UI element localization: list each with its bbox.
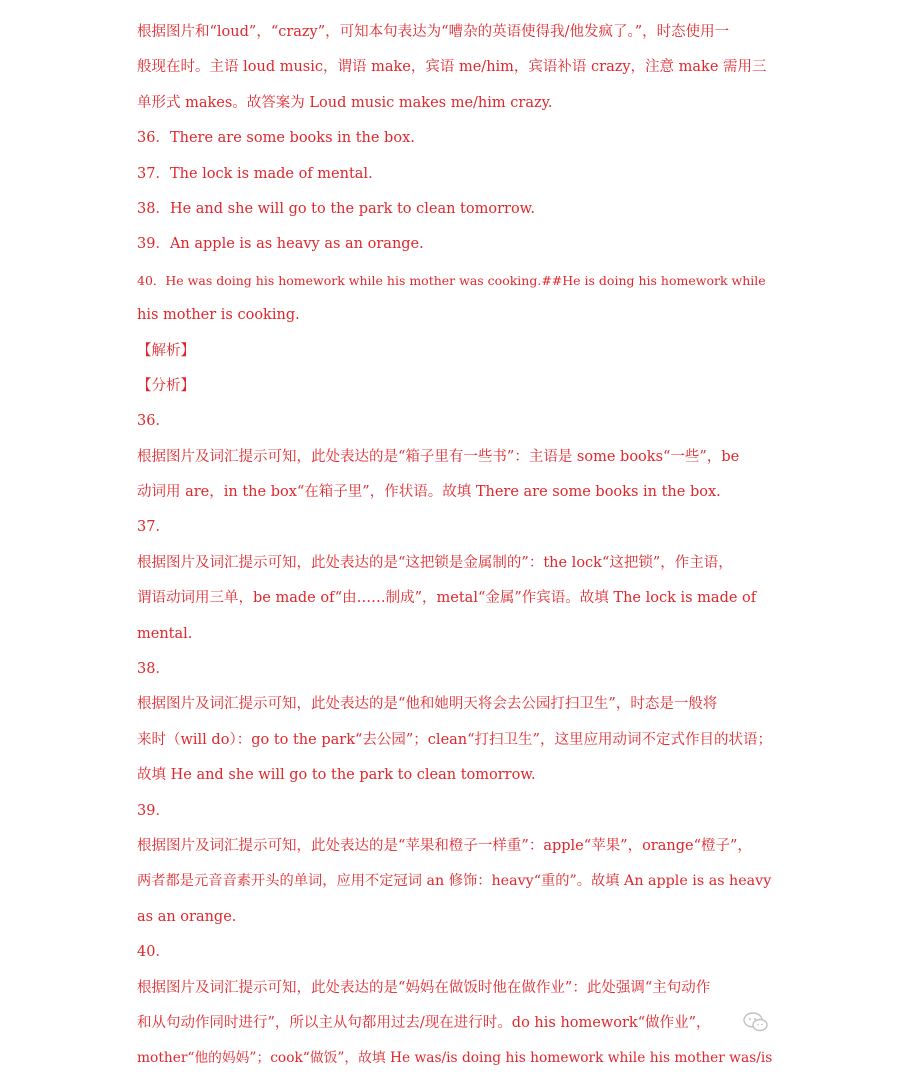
text-line: 根据图片及词汇提示可知，此处表达的是“箱子里有一些书”：主语是 some books“一些”，be [137, 448, 740, 465]
text-line: 36． [137, 413, 170, 430]
text-line: 38． [137, 661, 170, 678]
text-line: 和从句动作同时进行”，所以主从句都用过去/现在进行时。do his homework“做作业”， [137, 1014, 711, 1031]
text-line: 40．He was doing his homework while his mother was cooking.##He is doing his homework while [137, 272, 766, 288]
text-line: 36．There are some books in the box. [137, 130, 415, 147]
text-line: mental. [137, 625, 193, 642]
text-line: 37．The lock is made of mental. [137, 165, 373, 182]
text-line: 根据图片及词汇提示可知，此处表达的是“这把锁是金属制的”：the lock“这把锁”，作主语， [137, 554, 733, 571]
text-line: mother“他的妈妈”；cook“做饭”，故填 He was/is doing his homework while his mother was/is [137, 1050, 773, 1067]
text-line: 37． [137, 519, 170, 536]
text-line: 来时（will do）：go to the park“去公园”；clean“打扫卫生”，这里应用动词不定式作目的状语； [137, 731, 772, 748]
text-line: 39． [137, 802, 170, 819]
text-line: his mother is cooking. [137, 307, 300, 324]
text-line: 谓语动词用三单，be made of“由……制成”，metal“金属”作宾语。故填 The lock is made of [137, 590, 757, 607]
wechat-logo-icon [742, 1011, 770, 1033]
text-line: 动词用 are，in the box“在箱子里”，作状语。故填 There are some books in the box. [137, 484, 721, 501]
text-line: 单形式 makes。故答案为 Loud music makes me/him crazy. [137, 94, 553, 111]
text-line: 40． [137, 944, 170, 961]
text-line: 39．An apple is as heavy as an orange. [137, 236, 424, 253]
text-line: 故填 He and she will go to the park to clean tomorrow. [137, 767, 536, 784]
text-line: 两者都是元音音素开头的单词，应用不定冠词 an 修饰：heavy“重的”。故填 An apple is as heavy [137, 873, 772, 890]
text-line: 根据图片和“loud”，“crazy”，可知本句表达为“嘈杂的英语使得我/他发疯了。”，时态使用一 [137, 24, 730, 40]
text-line: 般现在时。主语 loud music，谓语 make，宾语 me/him，宾语补语 crazy，注意 make 需用三 [137, 59, 767, 76]
text-line: 38．He and she will go to the park to clean tomorrow. [137, 200, 535, 217]
text-line: 根据图片及词汇提示可知，此处表达的是“苹果和橙子一样重”：apple“苹果”，orange“橙子”， [137, 837, 752, 854]
text-line: 根据图片及词汇提示可知，此处表达的是“他和她明天将会去公园打扫卫生”，时态是一般将 [137, 696, 718, 713]
text-line: 根据图片及词汇提示可知，此处表达的是“妈妈在做饭时他在做作业”：此处强调“主句动作 [137, 979, 711, 996]
text-line: 【解析】 [137, 342, 195, 359]
text-line: 【分析】 [137, 377, 195, 394]
text-line: as an orange. [137, 908, 237, 925]
answer-text-block [137, 15, 777, 1077]
